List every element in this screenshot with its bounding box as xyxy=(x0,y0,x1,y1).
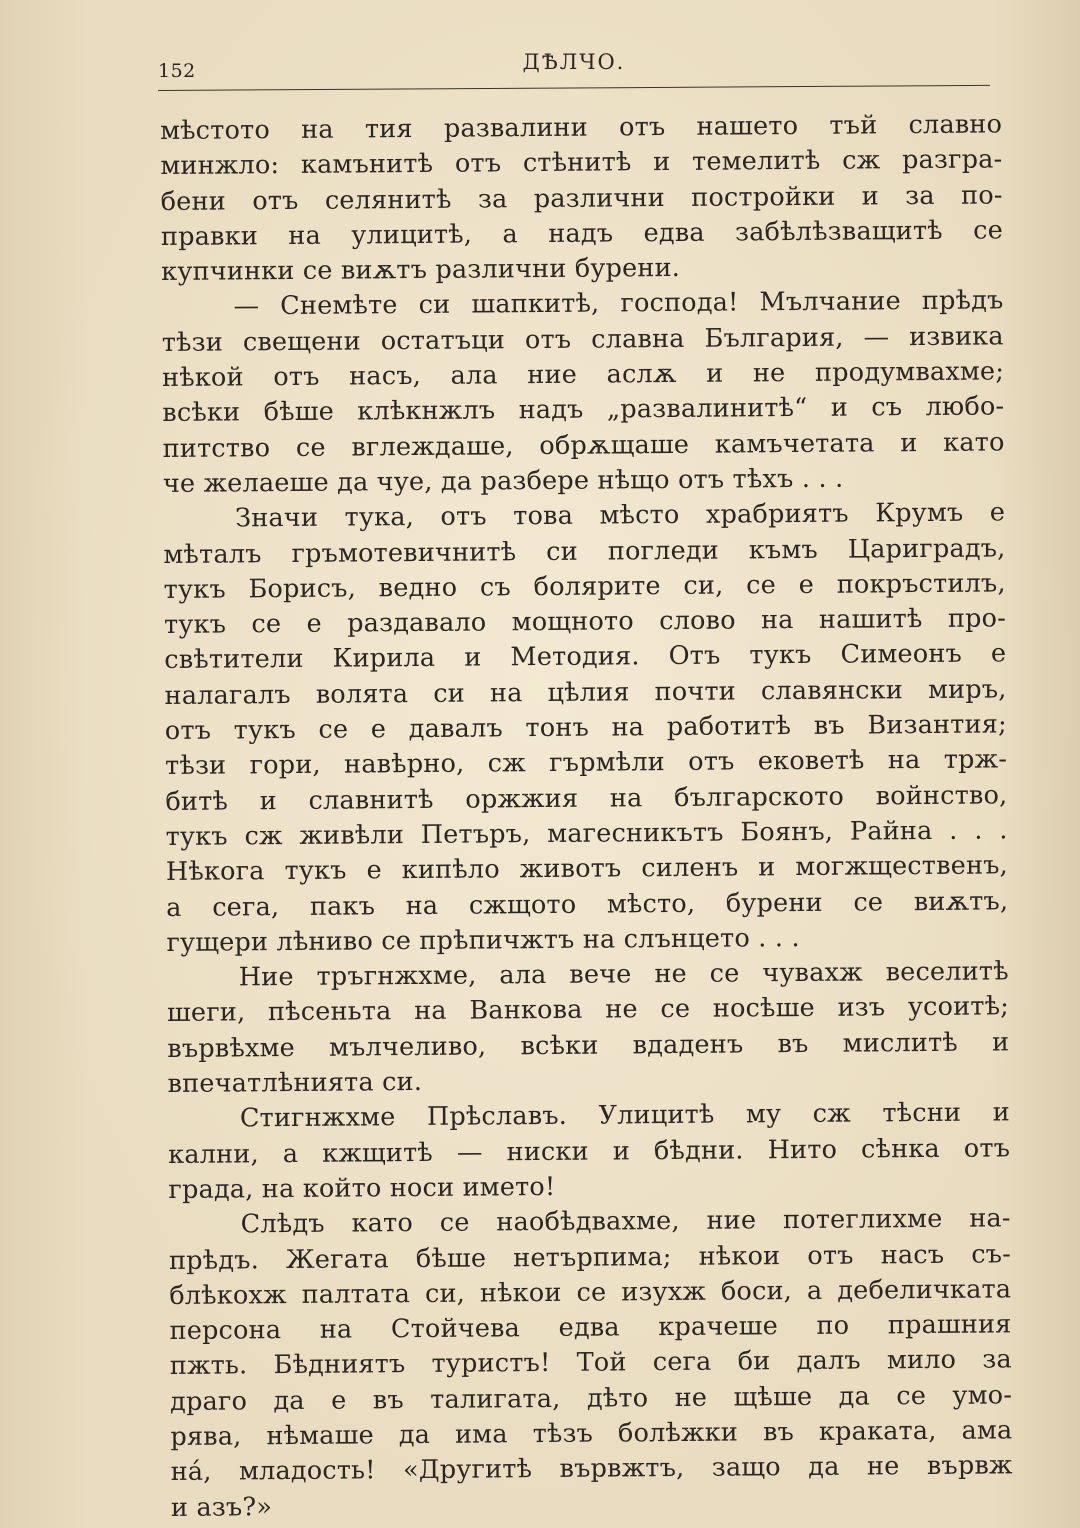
page-header xyxy=(158,50,990,94)
text-line: правки на улицитѣ, а надъ едва забѣлѣзващитѣ се xyxy=(160,215,1004,252)
text-line: рява, нѣмаше да има тѣзъ болѣжки въ краката, ама xyxy=(170,1415,1013,1452)
text-line: вървѣхме мълчеливо, всѣки вдаденъ въ мислитѣ и xyxy=(167,1027,1010,1064)
page-number: 152 xyxy=(158,60,196,82)
text-line: битѣ и славнитѣ оржжия на българското войнство, xyxy=(165,780,1008,817)
text-line: тѣзи свещени остатъци отъ славна България, — извика xyxy=(161,321,1004,358)
text-line: Значи тука, отъ това мѣсто храбриятъ Крумъ е xyxy=(235,497,1006,534)
text-line: свѣтители Кирила и Методия. Отъ тукъ Симеонъ е xyxy=(164,638,1007,676)
text-line: а сега, пакъ на сжщото мѣсто, бурени се виѫтъ, xyxy=(166,885,1009,923)
text-line: Слѣдъ като се наобѣдвахме, ние потеглихме на- xyxy=(240,1203,1011,1240)
text-line: всѣки бѣше клѣкнжлъ надъ „развалинитѣ“ и съ любо- xyxy=(162,391,1005,429)
text-line: кални, а кжщитѣ — ниски и бѣдни. Нито сѣнка отъ xyxy=(168,1132,1011,1170)
text-line: шеги, пѣсеньта на Ванкова не се носѣше изъ усоитѣ; xyxy=(166,991,1010,1029)
text-line: питство се вглеждаше, обрѫщаше камъчетата и като xyxy=(162,427,1005,464)
text-line: мѣстото на тия развалини отъ нашето тъй славно xyxy=(160,109,1003,146)
text-line: Нѣкога тукъ е кипѣло животъ силенъ и могжщественъ, xyxy=(165,850,1009,888)
text-line: Стигнжхме Прѣславъ. Улицитѣ му сж тѣсни и xyxy=(239,1097,1010,1134)
running-title: ДѢЛЧО. xyxy=(522,50,626,74)
text-line: — Снемѣте си шапкитѣ, господа! Мълчание прѣдъ xyxy=(233,285,1004,322)
text-body xyxy=(160,107,1013,1525)
text-line: на́, младость! «Другитѣ вървжтъ, защо да не вървж xyxy=(170,1450,1013,1488)
text-line: тукъ се е раздавало мощното слово на нашитѣ про- xyxy=(163,603,1007,641)
text-line: града, на който носи името! xyxy=(168,1171,556,1205)
text-line: и азъ?» xyxy=(170,1491,273,1523)
text-line: тѣзи гори, навѣрно, сж гърмѣли отъ ековетѣ на трж- xyxy=(165,744,1008,782)
text-line: персона на Стойчева едва крачеше по прашния xyxy=(169,1309,1012,1347)
text-line: прѣдъ. Жегата бѣше нетърпима; нѣкои отъ насъ съ- xyxy=(168,1238,1012,1276)
text-line: блѣкохж палтата си, нѣкои се изухж боси, а дебеличката xyxy=(169,1274,1012,1311)
text-line: мѣталъ гръмотевичнитѣ си погледи къмъ Цариградъ, xyxy=(163,532,1006,570)
text-line: гущери лѣниво се прѣпичжтъ на слънцето . . . xyxy=(166,922,800,958)
text-line: бени отъ селянитѣ за различни постройки и за по- xyxy=(160,179,1003,217)
header-rule xyxy=(158,85,990,91)
text-line: драго да е въ талигата, дѣто не щѣше да се умо- xyxy=(169,1380,1013,1417)
text-line: купчинки се виѫтъ различни бурени. xyxy=(161,253,681,288)
text-line: пжть. Бѣдниятъ туристъ! Той сега би далъ мило за xyxy=(169,1344,1012,1382)
text-line: налагалъ волята си на цѣлия почти славянски миръ, xyxy=(164,674,1007,711)
text-line: Ние тръгнжхме, ала вече не се чувахж веселитѣ xyxy=(238,956,1009,993)
text-line: нѣкой отъ насъ, ала ние аслѫ и не продумвахме; xyxy=(161,356,1005,394)
text-line: отъ тукъ се е давалъ тонъ на работитѣ въ Византия; xyxy=(164,709,1007,747)
text-line: че желаеше да чуе, да разбере нѣщо отъ тѣхъ . . . xyxy=(162,463,844,499)
text-line: тукъ сж живѣли Петъръ, магесникътъ Боянъ, Райна . . . xyxy=(165,815,1008,852)
text-line: тукъ Борисъ, ведно съ болярите си, се е покръстилъ, xyxy=(163,568,1006,605)
text-line: минжло: камънитѣ отъ стѣнитѣ и темелитѣ сж разгра- xyxy=(160,144,1003,182)
text-line: впечатлѣнията си. xyxy=(167,1066,423,1099)
